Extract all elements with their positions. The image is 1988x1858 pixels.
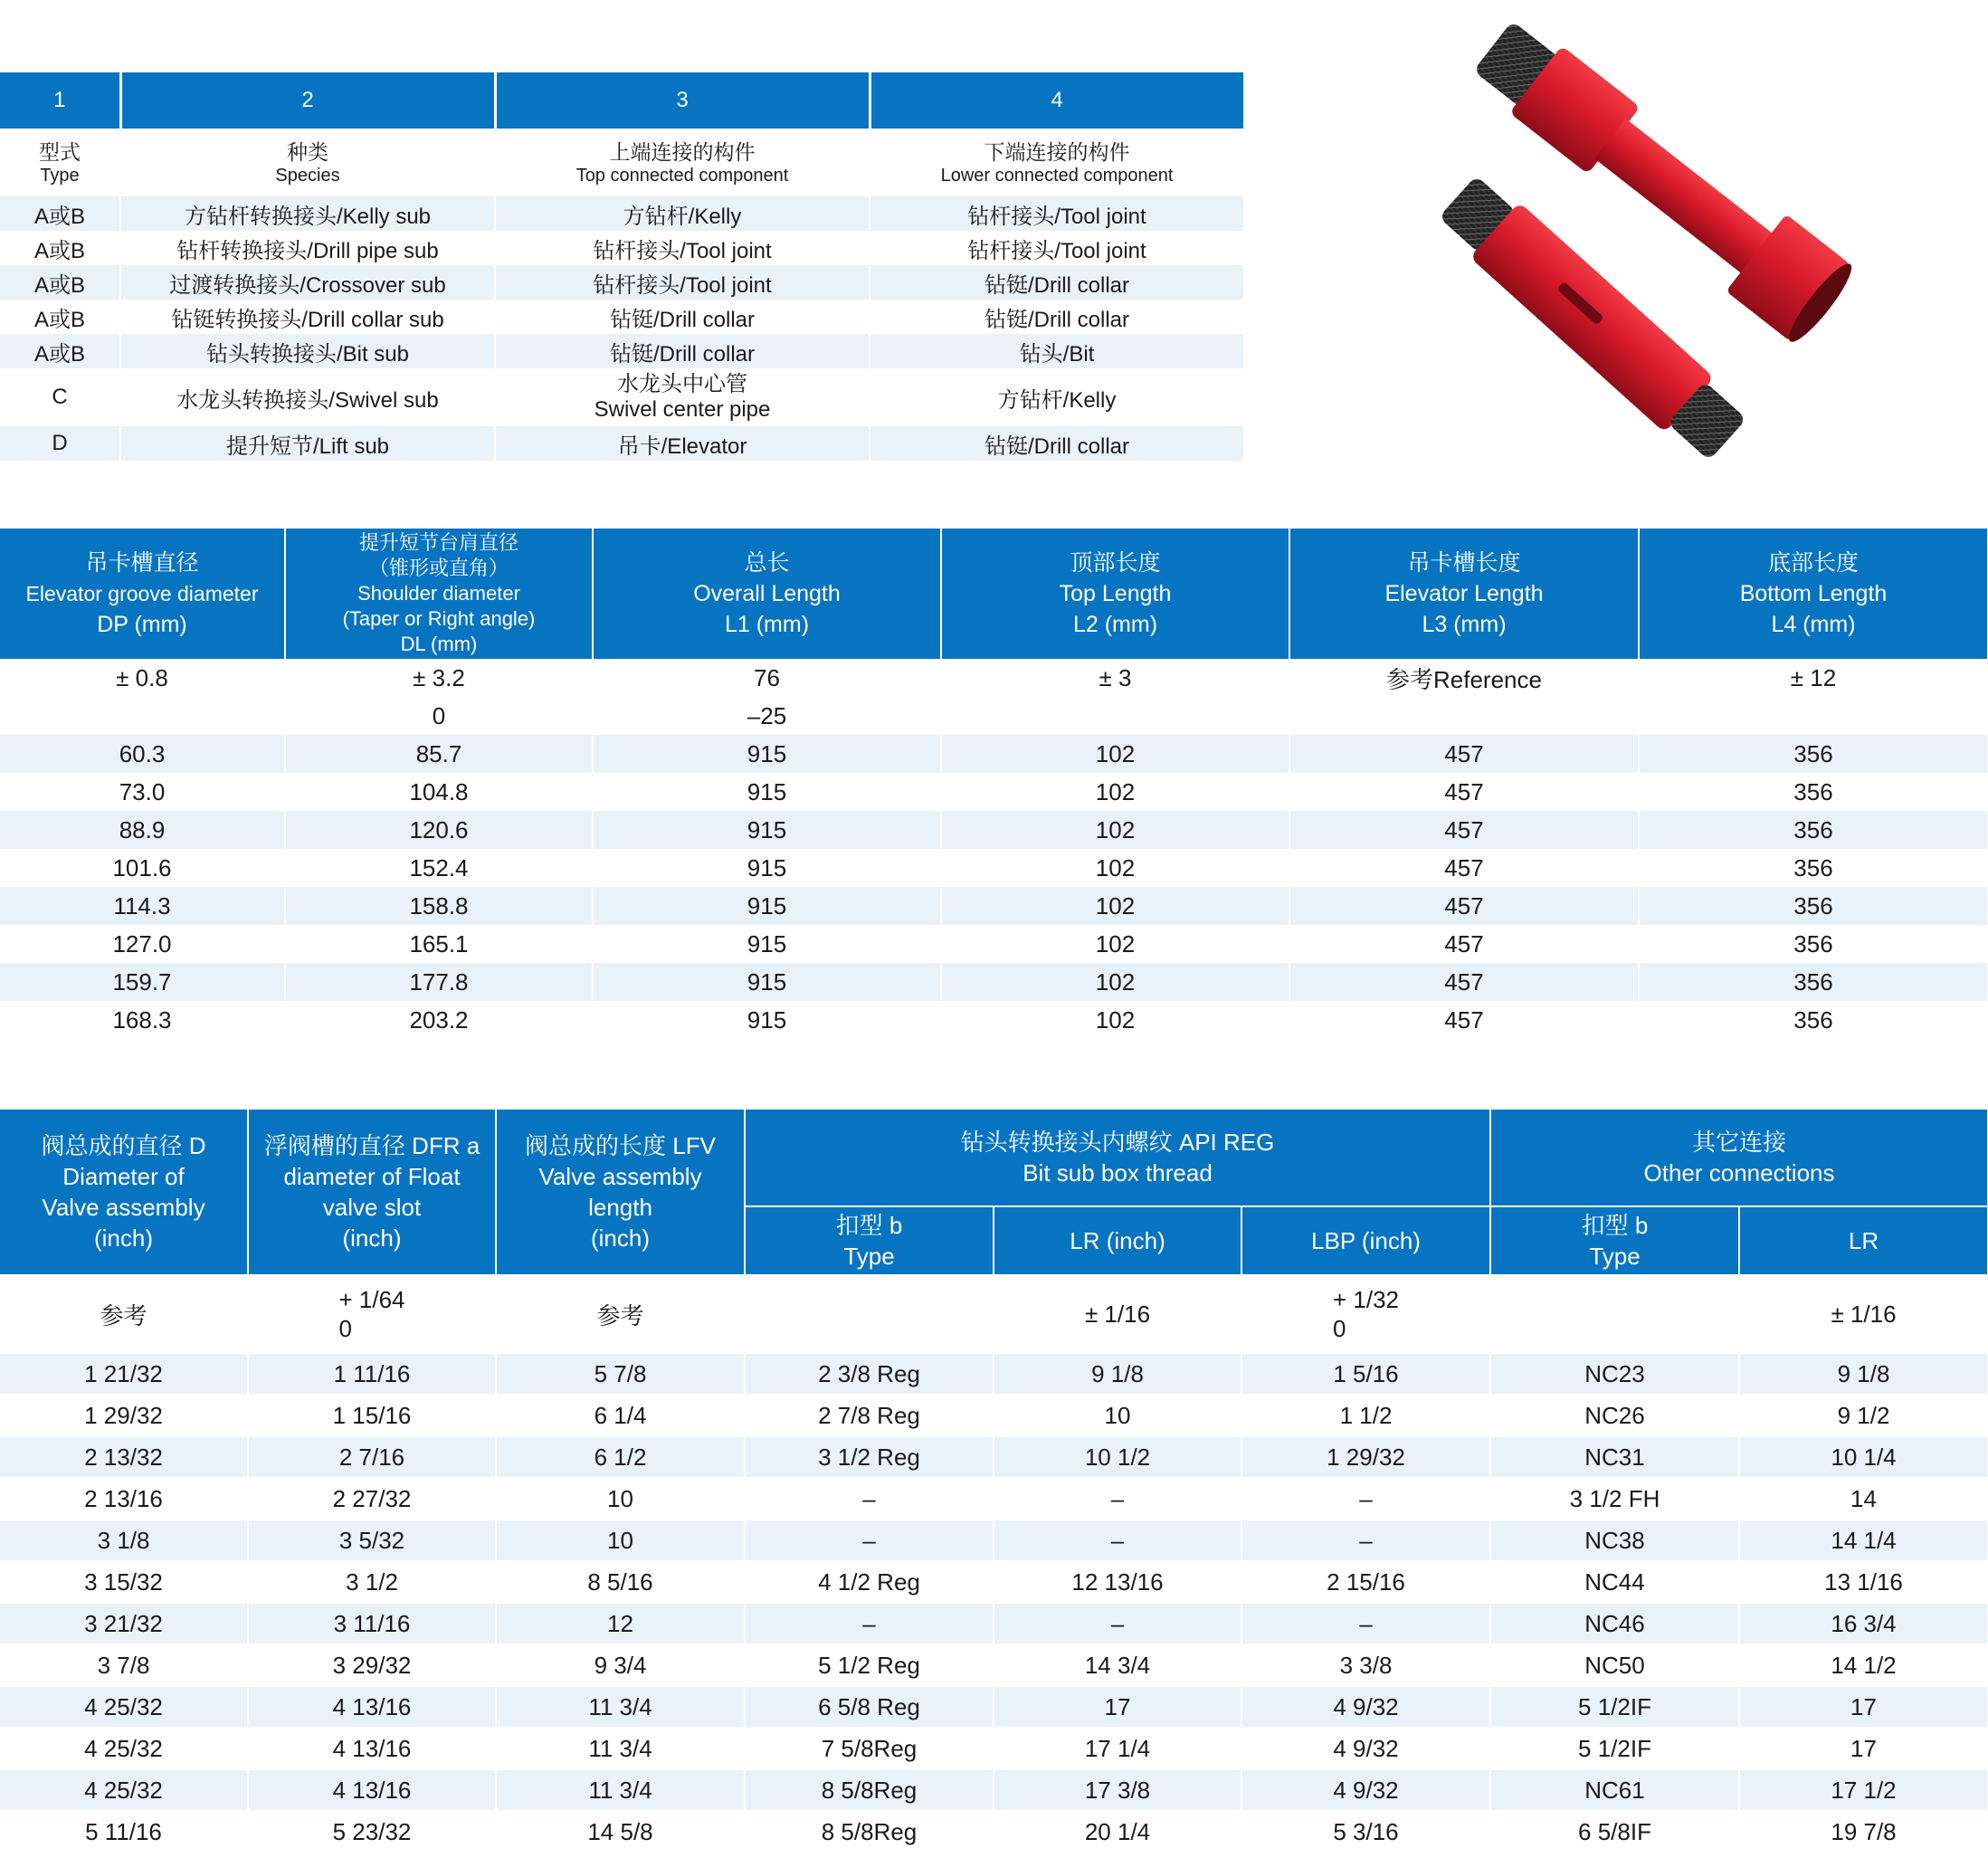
table-cell: A或B bbox=[0, 196, 120, 231]
table-row bbox=[0, 334, 1244, 368]
table-cell: 12 bbox=[496, 1603, 745, 1644]
table-row bbox=[0, 887, 1988, 925]
table-cell bbox=[1490, 1275, 1739, 1353]
table-cell: 4 25/32 bbox=[0, 1728, 248, 1769]
table-cell: 13 1/16 bbox=[1739, 1561, 1988, 1603]
table-cell: 5 7/8 bbox=[496, 1353, 745, 1395]
table-cell: 4 9/32 bbox=[1241, 1728, 1490, 1769]
table-cell: 120.6 bbox=[285, 811, 593, 849]
table-cell: – bbox=[994, 1603, 1241, 1644]
table-row bbox=[0, 1001, 1988, 1039]
table-cell: A或B bbox=[0, 231, 120, 265]
table-cell: 钻铤/Drill collar bbox=[495, 300, 870, 334]
table-cell: 3 1/2 FH bbox=[1490, 1478, 1739, 1520]
table-cell: 10 bbox=[496, 1478, 745, 1520]
table-cell: 356 bbox=[1639, 963, 1988, 1001]
table-cell: 参考Reference bbox=[1289, 659, 1639, 697]
table-cell: – bbox=[1241, 1520, 1490, 1561]
subheader-thread-type: 扣型 b Type bbox=[745, 1206, 994, 1275]
table-cell: 457 bbox=[1289, 811, 1639, 849]
table-cell: 8 5/8Reg bbox=[745, 1769, 994, 1811]
table-row bbox=[0, 1728, 1988, 1769]
table-cell: 356 bbox=[1639, 735, 1988, 773]
table-cell: 915 bbox=[593, 963, 941, 1001]
sub-type-table bbox=[0, 72, 1246, 461]
table-cell: 钻铤/Drill collar bbox=[495, 334, 870, 368]
table-cell: 4 9/32 bbox=[1241, 1686, 1490, 1728]
table-cell: 0 bbox=[285, 697, 593, 735]
table-cell: NC38 bbox=[1490, 1520, 1739, 1561]
table-cell: 356 bbox=[1639, 1001, 1988, 1039]
table-cell: 152.4 bbox=[285, 849, 593, 887]
table-cell: 165.1 bbox=[285, 925, 593, 963]
header-float-valve-slot-diameter: 浮阀槽的直径 DFR a diameter of Float valve slot (inch) bbox=[248, 1110, 496, 1275]
table-cell: 钻杆接头/Tool joint bbox=[495, 231, 870, 265]
header-valve-assembly-length: 阀总成的长度 LFV Valve assembly length (inch) bbox=[496, 1110, 745, 1275]
table-row bbox=[0, 735, 1988, 773]
table-cell: 钻杆接头/Tool joint bbox=[870, 231, 1244, 265]
table-cell: 4 9/32 bbox=[1241, 1769, 1490, 1811]
table-cell: 3 21/32 bbox=[0, 1603, 248, 1644]
table-cell: 3 1/2 Reg bbox=[745, 1436, 994, 1478]
col-number-3: 3 bbox=[495, 72, 870, 129]
table-cell: 钻头/Bit bbox=[870, 334, 1244, 368]
table-cell: 457 bbox=[1289, 1001, 1639, 1039]
table-cell: 915 bbox=[593, 773, 941, 811]
table-cell: 5 1/2IF bbox=[1490, 1686, 1739, 1728]
header-elevator-length: 吊卡槽长度 Elevator Length L3 (mm) bbox=[1289, 529, 1639, 659]
table-cell: 14 3/4 bbox=[994, 1644, 1241, 1686]
table-cell: 104.8 bbox=[285, 773, 593, 811]
table-cell: 2 13/16 bbox=[0, 1478, 248, 1520]
table-cell: 4 13/16 bbox=[248, 1686, 496, 1728]
subheader-top-component: 上端连接的构件 Top connected component bbox=[495, 129, 870, 196]
table-cell: 6 5/8 Reg bbox=[745, 1686, 994, 1728]
table-row bbox=[0, 811, 1988, 849]
lift-sub-dimensions-table bbox=[0, 529, 1988, 1039]
table-cell: 水龙头中心管 Swivel center pipe bbox=[495, 368, 870, 426]
table-cell: NC50 bbox=[1490, 1644, 1739, 1686]
table-cell: 参考 bbox=[496, 1275, 745, 1353]
table-cell: 102 bbox=[941, 735, 1289, 773]
table-cell: – bbox=[994, 1478, 1241, 1520]
subheader-lr: LR bbox=[1739, 1206, 1988, 1275]
table-row bbox=[0, 300, 1244, 334]
table-cell: 356 bbox=[1639, 887, 1988, 925]
table-cell: 10 1/4 bbox=[1739, 1436, 1988, 1478]
table-cell: 6 1/2 bbox=[496, 1436, 745, 1478]
table-cell: 102 bbox=[941, 887, 1289, 925]
table-cell: 3 1/8 bbox=[0, 1520, 248, 1561]
table-cell: 102 bbox=[941, 849, 1289, 887]
table-cell: 356 bbox=[1639, 925, 1988, 963]
table-cell: ± 3 bbox=[941, 659, 1289, 697]
table-cell: 11 3/4 bbox=[496, 1769, 745, 1811]
table-cell: 168.3 bbox=[0, 1001, 285, 1039]
subheader-other-type: 扣型 b Type bbox=[1490, 1206, 1739, 1275]
table-cell: 6 1/4 bbox=[496, 1395, 745, 1436]
table-cell: 356 bbox=[1639, 849, 1988, 887]
table-cell: D bbox=[0, 426, 120, 461]
table-cell: 11 3/4 bbox=[496, 1728, 745, 1769]
table-cell: 钻杆转换接头/Drill pipe sub bbox=[120, 231, 495, 265]
table-cell: 1 29/32 bbox=[0, 1395, 248, 1436]
table-cell: – bbox=[745, 1520, 994, 1561]
table-cell: ± 3.2 bbox=[285, 659, 593, 697]
table-cell: 4 1/2 Reg bbox=[745, 1561, 994, 1603]
float-valve-table bbox=[0, 1110, 1988, 1853]
table-cell: 方钻杆/Kelly bbox=[870, 368, 1244, 426]
table-cell: 17 bbox=[994, 1686, 1241, 1728]
table-cell: 76 bbox=[593, 659, 941, 697]
col-number-2: 2 bbox=[120, 72, 495, 129]
subheader-type: 型式 Type bbox=[0, 129, 120, 196]
table-cell bbox=[941, 697, 1289, 735]
table-cell: 60.3 bbox=[0, 735, 285, 773]
table-cell: 钻铤转换接头/Drill collar sub bbox=[120, 300, 495, 334]
subheader-species: 种类 Species bbox=[120, 129, 495, 196]
table-cell: 水龙头转换接头/Swivel sub bbox=[120, 368, 495, 426]
table-row bbox=[0, 963, 1988, 1001]
table-row bbox=[0, 1811, 1988, 1853]
table-cell: 915 bbox=[593, 1001, 941, 1039]
table-row bbox=[0, 773, 1988, 811]
table-row bbox=[0, 1644, 1988, 1686]
table-cell: 127.0 bbox=[0, 925, 285, 963]
table-row bbox=[0, 1686, 1988, 1728]
table-cell: + 1/64 0 bbox=[248, 1275, 496, 1353]
table-cell: ± 1/16 bbox=[994, 1275, 1241, 1353]
table-cell: 9 3/4 bbox=[496, 1644, 745, 1686]
table-cell: NC26 bbox=[1490, 1395, 1739, 1436]
table-cell: 2 15/16 bbox=[1241, 1561, 1490, 1603]
table-cell: 1 21/32 bbox=[0, 1353, 248, 1395]
table-cell: 提升短节/Lift sub bbox=[120, 426, 495, 461]
table-cell: 2 3/8 Reg bbox=[745, 1353, 994, 1395]
subheader-lr-inch: LR (inch) bbox=[994, 1206, 1241, 1275]
header-other-connections: 其它连接 Other connections bbox=[1490, 1110, 1988, 1206]
table-row bbox=[0, 368, 1244, 426]
table-cell: 3 29/32 bbox=[248, 1644, 496, 1686]
col-number-4: 4 bbox=[870, 72, 1244, 129]
table-cell: 457 bbox=[1289, 963, 1639, 1001]
table-cell: – bbox=[1241, 1603, 1490, 1644]
table-row bbox=[0, 426, 1244, 461]
table-cell: 915 bbox=[593, 887, 941, 925]
table-row bbox=[0, 849, 1988, 887]
table-cell: 10 bbox=[496, 1520, 745, 1561]
table-cell: 14 1/2 bbox=[1739, 1644, 1988, 1686]
table-cell: 114.3 bbox=[0, 887, 285, 925]
table-cell: 3 11/16 bbox=[248, 1603, 496, 1644]
table-cell: 9 1/8 bbox=[1739, 1353, 1988, 1395]
table-cell: 4 13/16 bbox=[248, 1728, 496, 1769]
table-cell: 457 bbox=[1289, 773, 1639, 811]
table-cell: ± 0.8 bbox=[0, 659, 285, 697]
table-cell: NC61 bbox=[1490, 1769, 1739, 1811]
table-row bbox=[0, 1769, 1988, 1811]
table-cell: NC44 bbox=[1490, 1561, 1739, 1603]
table-cell: –25 bbox=[593, 697, 941, 735]
table-cell: 4 25/32 bbox=[0, 1686, 248, 1728]
table-cell: ± 12 bbox=[1639, 659, 1988, 697]
table-cell bbox=[0, 697, 285, 735]
table-cell: 9 1/2 bbox=[1739, 1395, 1988, 1436]
table-row bbox=[0, 231, 1244, 265]
table-cell: A或B bbox=[0, 265, 120, 300]
table-cell: 457 bbox=[1289, 925, 1639, 963]
table-row bbox=[0, 1353, 1988, 1395]
table-cell: – bbox=[745, 1603, 994, 1644]
header-overall-length: 总长 Overall Length L1 (mm) bbox=[593, 529, 941, 659]
table-cell: 12 13/16 bbox=[994, 1561, 1241, 1603]
table-row bbox=[0, 196, 1244, 231]
table-cell: A或B bbox=[0, 334, 120, 368]
table-cell: 915 bbox=[593, 811, 941, 849]
table-cell: 8 5/8Reg bbox=[745, 1811, 994, 1853]
table-cell: 88.9 bbox=[0, 811, 285, 849]
table-cell: 4 13/16 bbox=[248, 1769, 496, 1811]
table-cell: 14 1/4 bbox=[1739, 1520, 1988, 1561]
table-cell: 16 3/4 bbox=[1739, 1603, 1988, 1644]
table-cell: 5 23/32 bbox=[248, 1811, 496, 1853]
table-cell: 2 7/16 bbox=[248, 1436, 496, 1478]
table-cell: 5 1/2IF bbox=[1490, 1728, 1739, 1769]
table-cell: 3 7/8 bbox=[0, 1644, 248, 1686]
table-cell: 102 bbox=[941, 925, 1289, 963]
table-cell: 2 27/32 bbox=[248, 1478, 496, 1520]
table-cell: 457 bbox=[1289, 735, 1639, 773]
table-cell: 1 1/2 bbox=[1241, 1395, 1490, 1436]
table-cell: 9 1/8 bbox=[994, 1353, 1241, 1395]
header-top-length: 顶部长度 Top Length L2 (mm) bbox=[941, 529, 1289, 659]
table-cell bbox=[1639, 697, 1988, 735]
table-cell: 钻杆接头/Tool joint bbox=[870, 196, 1244, 231]
table-cell: 17 1/4 bbox=[994, 1728, 1241, 1769]
table-cell: 方钻杆转换接头/Kelly sub bbox=[120, 196, 495, 231]
subheader-lower-component: 下端连接的构件 Lower connected component bbox=[870, 129, 1244, 196]
table-cell: 8 5/16 bbox=[496, 1561, 745, 1603]
table-cell: 3 15/32 bbox=[0, 1561, 248, 1603]
table-cell: 钻杆接头/Tool joint bbox=[495, 265, 870, 300]
tolerance-row bbox=[0, 1275, 1988, 1353]
table-cell: 10 bbox=[994, 1395, 1241, 1436]
table-cell: 11 3/4 bbox=[496, 1686, 745, 1728]
table-cell: NC31 bbox=[1490, 1436, 1739, 1478]
table-cell: 915 bbox=[593, 849, 941, 887]
table-cell: 参考 bbox=[0, 1275, 248, 1353]
table-cell bbox=[745, 1275, 994, 1353]
table-cell: 457 bbox=[1289, 887, 1639, 925]
table-cell: A或B bbox=[0, 300, 120, 334]
table-cell: 14 5/8 bbox=[496, 1811, 745, 1853]
table-cell: 方钻杆/Kelly bbox=[495, 196, 870, 231]
table-cell: 1 29/32 bbox=[1241, 1436, 1490, 1478]
table-cell: 钻铤/Drill collar bbox=[870, 265, 1244, 300]
header-elevator-groove-diameter: 吊卡槽直径 Elevator groove diameter DP (mm) bbox=[0, 529, 285, 659]
table-cell: + 1/32 0 bbox=[1241, 1275, 1490, 1353]
table-cell bbox=[1289, 697, 1639, 735]
table-cell: 17 1/2 bbox=[1739, 1769, 1988, 1811]
table-cell: 73.0 bbox=[0, 773, 285, 811]
table-cell: C bbox=[0, 368, 120, 426]
table-cell: 6 5/8IF bbox=[1490, 1811, 1739, 1853]
subheader-lbp-inch: LBP (inch) bbox=[1241, 1206, 1490, 1275]
table-cell: 17 bbox=[1739, 1728, 1988, 1769]
table-cell: NC46 bbox=[1490, 1603, 1739, 1644]
table-cell: 356 bbox=[1639, 773, 1988, 811]
table-cell: 1 15/16 bbox=[248, 1395, 496, 1436]
table-cell: 101.6 bbox=[0, 849, 285, 887]
header-bottom-length: 底部长度 Bottom Length L4 (mm) bbox=[1639, 529, 1988, 659]
table-cell: 102 bbox=[941, 963, 1289, 1001]
table-cell: ± 1/16 bbox=[1739, 1275, 1988, 1353]
table-row bbox=[0, 1520, 1988, 1561]
table-cell: 158.8 bbox=[285, 887, 593, 925]
table-cell: 2 7/8 Reg bbox=[745, 1395, 994, 1436]
table-cell: 14 bbox=[1739, 1478, 1988, 1520]
table-cell: 203.2 bbox=[285, 1001, 593, 1039]
table-cell: 3 5/32 bbox=[248, 1520, 496, 1561]
sub-product-image bbox=[1412, 18, 1918, 489]
table-cell: 177.8 bbox=[285, 963, 593, 1001]
table-cell: 1 11/16 bbox=[248, 1353, 496, 1395]
table-cell: 17 bbox=[1739, 1686, 1988, 1728]
table-cell: 5 1/2 Reg bbox=[745, 1644, 994, 1686]
table-row bbox=[0, 1561, 1988, 1603]
table-cell: 457 bbox=[1289, 849, 1639, 887]
table-cell: 钻铤/Drill collar bbox=[870, 300, 1244, 334]
table-cell: 915 bbox=[593, 925, 941, 963]
table-cell: 2 13/32 bbox=[0, 1436, 248, 1478]
table-cell: – bbox=[1241, 1478, 1490, 1520]
table-row bbox=[0, 1603, 1988, 1644]
table-cell: 10 1/2 bbox=[994, 1436, 1241, 1478]
table-cell: 102 bbox=[941, 773, 1289, 811]
table-row bbox=[0, 1436, 1988, 1478]
table-cell: 7 5/8Reg bbox=[745, 1728, 994, 1769]
header-shoulder-diameter: 提升短节台肩直径 （锥形或直角） Shoulder diameter (Taper or Right angle) DL (mm) bbox=[285, 529, 593, 659]
table-cell: – bbox=[994, 1520, 1241, 1561]
table-cell: 102 bbox=[941, 1001, 1289, 1039]
table-cell: 356 bbox=[1639, 811, 1988, 849]
table-cell: 1 5/16 bbox=[1241, 1353, 1490, 1395]
col-number-1: 1 bbox=[0, 72, 120, 129]
table-cell: 吊卡/Elevator bbox=[495, 426, 870, 461]
table-cell: 20 1/4 bbox=[994, 1811, 1241, 1853]
table-cell: 3 3/8 bbox=[1241, 1644, 1490, 1686]
table-cell: 85.7 bbox=[285, 735, 593, 773]
table-cell: 159.7 bbox=[0, 963, 285, 1001]
table-cell: 19 7/8 bbox=[1739, 1811, 1988, 1853]
header-valve-assembly-diameter: 阀总成的直径 D Diameter of Valve assembly (inch) bbox=[0, 1110, 248, 1275]
table-cell: NC23 bbox=[1490, 1353, 1739, 1395]
table-cell: 钻头转换接头/Bit sub bbox=[120, 334, 495, 368]
table-cell: 3 1/2 bbox=[248, 1561, 496, 1603]
table-cell: – bbox=[745, 1478, 994, 1520]
table-row bbox=[0, 925, 1988, 963]
table-cell: 4 25/32 bbox=[0, 1769, 248, 1811]
tolerance-row bbox=[0, 659, 1988, 697]
table-cell: 过渡转换接头/Crossover sub bbox=[120, 265, 495, 300]
table-cell: 5 11/16 bbox=[0, 1811, 248, 1853]
table-row bbox=[0, 1478, 1988, 1520]
table-row bbox=[0, 265, 1244, 300]
tolerance-row bbox=[0, 697, 1988, 735]
table-cell: 5 3/16 bbox=[1241, 1811, 1490, 1853]
header-bit-sub-box-thread: 钻头转换接头内螺纹 API REG Bit sub box thread bbox=[745, 1110, 1490, 1206]
table-cell: 102 bbox=[941, 811, 1289, 849]
table-cell: 钻铤/Drill collar bbox=[870, 426, 1244, 461]
table-cell: 915 bbox=[593, 735, 941, 773]
table-row bbox=[0, 1395, 1988, 1436]
table-cell: 17 3/8 bbox=[994, 1769, 1241, 1811]
